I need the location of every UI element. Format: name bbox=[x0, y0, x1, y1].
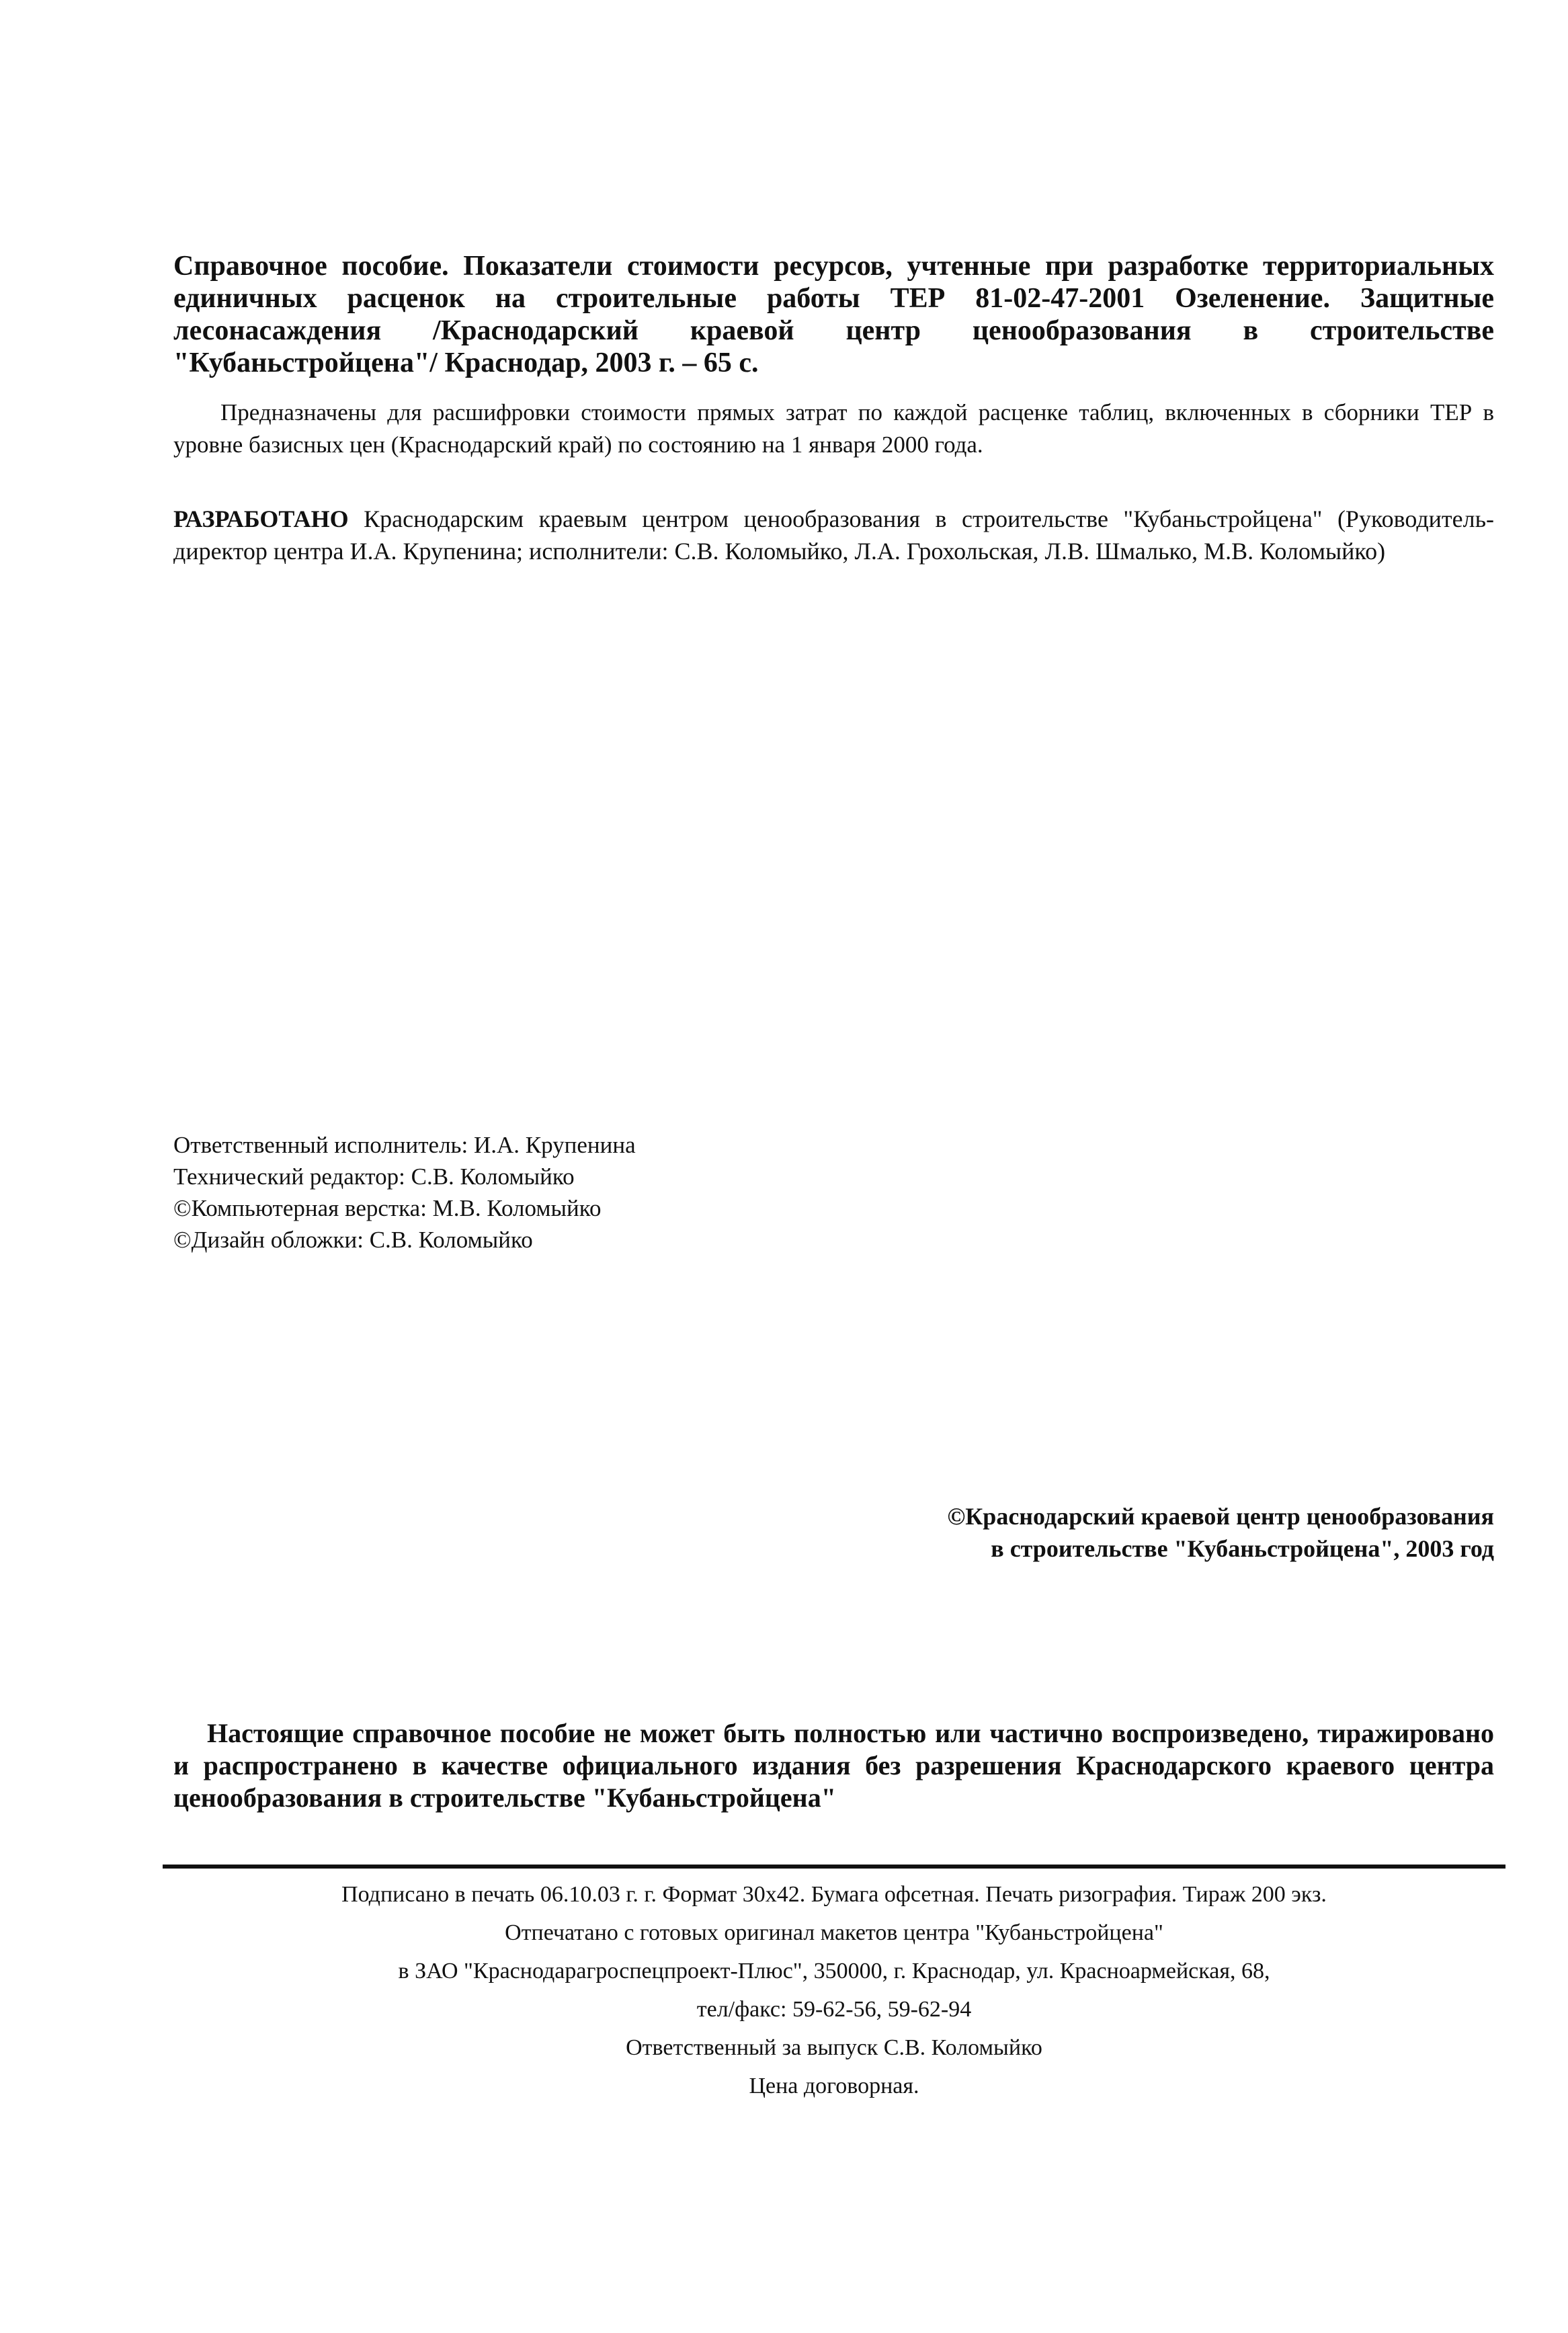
developed-by-paragraph bbox=[173, 503, 1494, 567]
horizontal-rule bbox=[163, 1865, 1505, 1869]
reproduction-notice: Настоящие справочное пособие не может быть полностью или частично воспроизведено, тиражировано и распространено в качестве официального издания без разрешения Краснодарского краевого центра ценообразования в строительстве "Кубаньстройцена" bbox=[173, 1718, 1494, 1813]
copyright-line: в строительстве "Кубаньстройцена", 2003 год bbox=[991, 1535, 1494, 1562]
imprint-line: Отпечатано с готовых оригинал макетов центра "Кубаньстройцена" bbox=[505, 1920, 1163, 1945]
credits-list bbox=[173, 1129, 636, 1256]
imprint-line: Ответственный за выпуск С.В. Коломыйко bbox=[626, 2035, 1042, 2060]
document-title: Справочное пособие. Показатели стоимости ресурсов, учтенные при разработке территориальных единичных расценок на строительные работы ТЕР 81-02-47-2001 Озеленение. Защитные лесонасаждения /Краснодарский краевой центр ценообразования в строительстве "Кубаньстройцена"/ Краснодар, 2003 г. – 65 с. bbox=[173, 251, 1494, 378]
credit-line: Ответственный исполнитель: И.А. Крупенина bbox=[173, 1132, 636, 1158]
copyright-line: ©Краснодарский краевой центр ценообразования bbox=[947, 1503, 1494, 1530]
copyright-notice bbox=[947, 1500, 1494, 1565]
credit-line: ©Компьютерная верстка: М.В. Коломыйко bbox=[173, 1195, 602, 1221]
developed-label: РАЗРАБОТАНО bbox=[173, 505, 349, 532]
imprint-line: тел/факс: 59-62-56, 59-62-94 bbox=[696, 1997, 972, 2022]
imprint-line: Подписано в печать 06.10.03 г. г. Формат 30х42. Бумага офсетная. Печать ризография. Тираж 200 экз. bbox=[341, 1882, 1327, 1907]
credit-line: ©Дизайн обложки: С.В. Коломыйко bbox=[173, 1227, 533, 1253]
developed-text: Краснодарским краевым центром ценообразования в строительстве "Кубаньстройцена" (Руководитель- директор центра И.А. Крупенина; исполнители: С.В. Коломыйко, Л.А. Грохольская, Л.В. Шмалько, М.В. Коломыйко) bbox=[173, 505, 1494, 565]
imprint-line: Цена договорная. bbox=[749, 2074, 919, 2098]
imprint-line: в ЗАО "Краснодарагроспецпроект-Плюс", 350000, г. Краснодар, ул. Красноармейская, 68, bbox=[398, 1959, 1270, 1983]
imprint-block bbox=[163, 1875, 1505, 2105]
purpose-paragraph: Предназначены для расшифровки стоимости прямых затрат по каждой расценке таблиц, включенных в сборники ТЕР в уровне базисных цен (Краснодарский край) по состоянию на 1 января 2000 года. bbox=[173, 399, 1494, 458]
credit-line: Технический редактор: С.В. Коломыйко bbox=[173, 1163, 575, 1190]
